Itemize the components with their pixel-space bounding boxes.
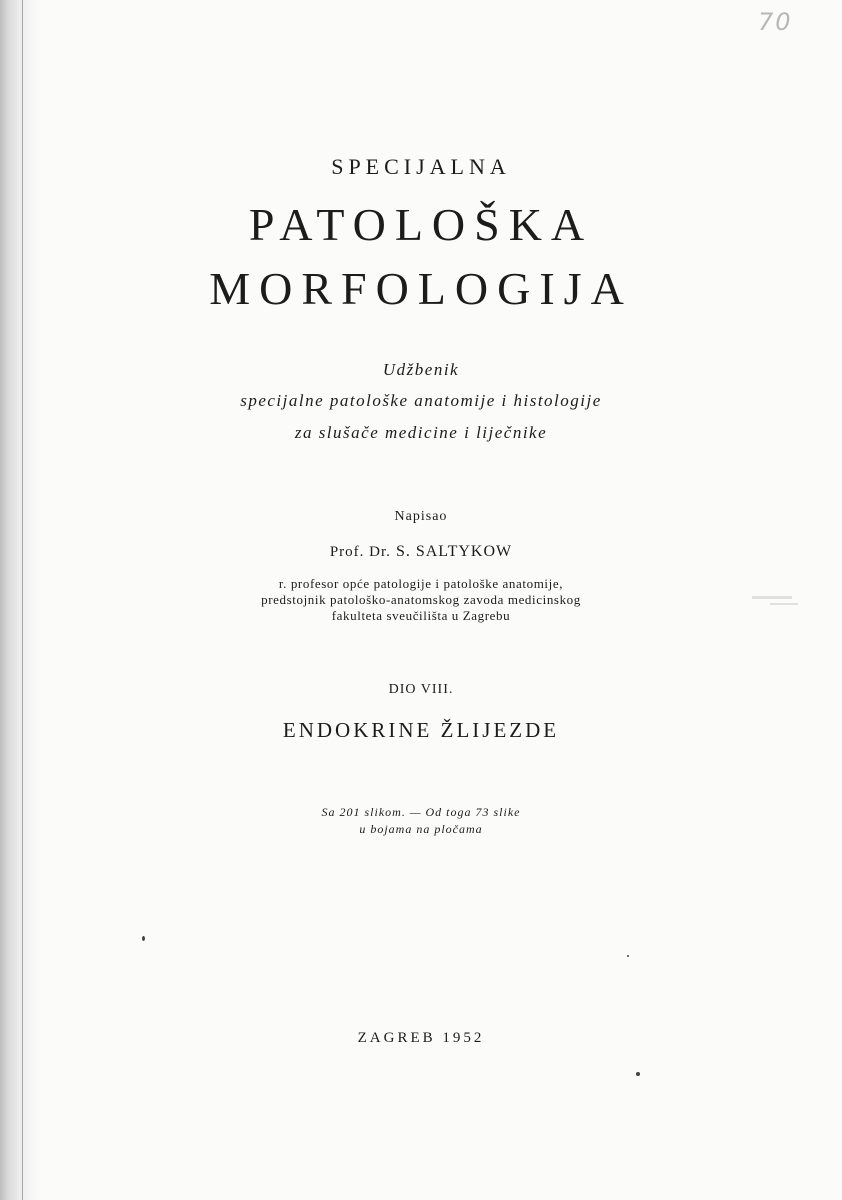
handwritten-page-number: 70 [758, 8, 793, 36]
paper-speck [627, 955, 629, 957]
illustrations-note-line-1: Sa 201 slikom. — Od toga 73 slike [321, 805, 521, 819]
subtitle-line-2: specijalne patološke anatomije i histologije [240, 391, 602, 410]
illustrations-note-line-2: u bojama na pločama [359, 822, 483, 836]
paper-smudge [770, 603, 798, 605]
part-title: ENDOKRINE ŽLIJEZDE [282, 718, 560, 742]
paper-speck [142, 936, 145, 941]
author-name: S. SALTYKOW [395, 543, 513, 560]
author-affiliation-line-2: predstojnik patološko-anatomskog zavoda medicinskog [261, 592, 581, 607]
part-label: DIO VIII. [388, 682, 454, 697]
series-title: SPECIJALNA [331, 154, 511, 179]
paper-smudge [752, 596, 792, 599]
imprint: ZAGREB 1952 [357, 1030, 485, 1046]
author [0, 543, 842, 561]
author-affiliation-line-1: r. profesor opće patologije i patološke anatomije, [278, 576, 564, 591]
author-affiliation-line-3: fakulteta sveučilišta u Zagrebu [331, 608, 511, 623]
subtitle-line-1: Udžbenik [382, 360, 460, 379]
written-by-label: Napisao [394, 509, 448, 524]
main-title-line-2: MORFOLOGIJA [209, 263, 633, 314]
author-title-prefix: Prof. Dr. [329, 544, 391, 560]
paper-speck [636, 1072, 640, 1076]
main-title-line-1: PATOLOŠKA [248, 199, 594, 250]
subtitle-line-3: za slušače medicine i liječnike [294, 423, 548, 442]
